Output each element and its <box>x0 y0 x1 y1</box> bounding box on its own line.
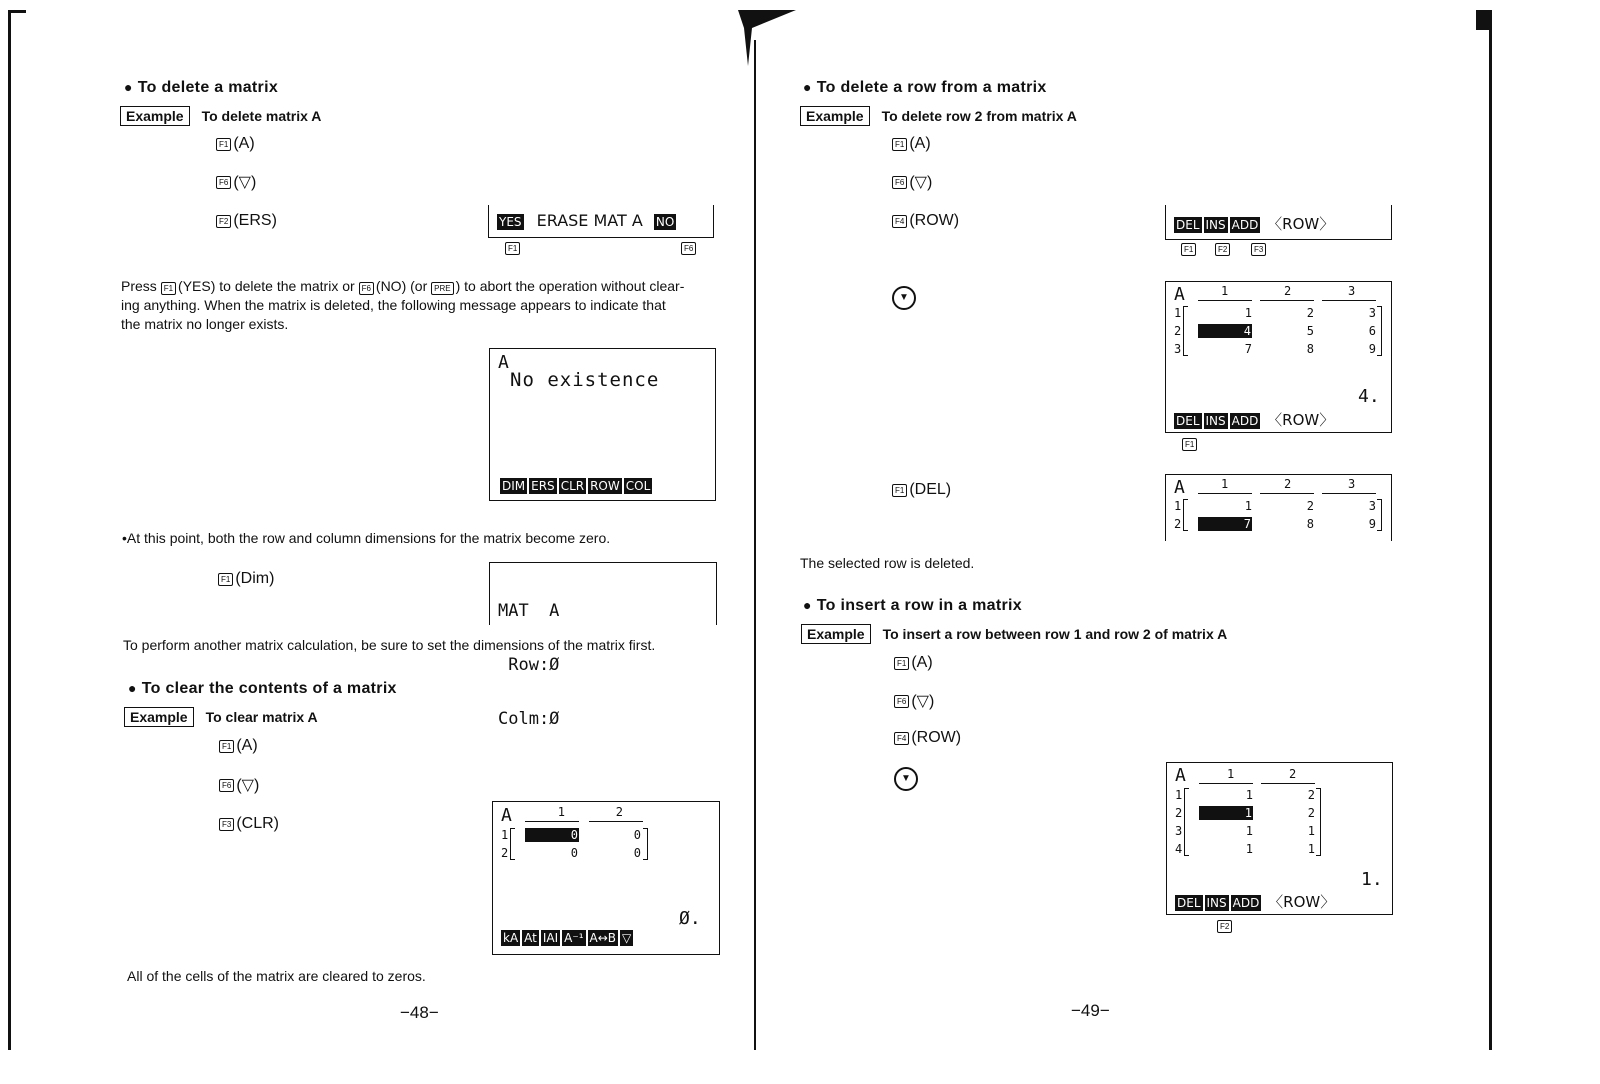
menu-ins: INS <box>1205 414 1226 428</box>
col-header: 1 <box>1221 477 1229 491</box>
down-cursor-key-icon: ▼ <box>892 286 916 310</box>
lcd-mat-a: MAT A <box>498 601 560 621</box>
key-f1-icon: F1 <box>219 740 234 753</box>
step-f1-del: F1 (DEL) <box>892 481 951 499</box>
matrix-cell: 3 <box>1368 499 1376 513</box>
key-f6-icon: F6 <box>681 242 696 255</box>
col-header: 1 <box>1221 284 1229 298</box>
matrix-cell: 1 <box>1245 842 1253 856</box>
lcd-menu <box>1175 891 1335 912</box>
matrix-cell: 1 <box>1245 788 1253 802</box>
heading-delete-row: ● To delete a row from a matrix <box>803 79 1047 96</box>
step-f6-down: F6 (▽) <box>892 172 932 192</box>
menu-ins: INS <box>1205 218 1226 232</box>
row-header: 1 <box>1174 306 1182 320</box>
key-pre-icon: PRE <box>431 282 453 295</box>
step-f2-ers: F2 (ERS) <box>216 212 277 230</box>
key-f1-icon: F1 <box>892 138 907 151</box>
step-f6-down: F6 (▽) <box>216 172 256 192</box>
menu-row: ROW <box>590 479 620 493</box>
gutter-corner <box>738 8 798 68</box>
menu-del: DEL <box>1177 896 1201 910</box>
paragraph-cleared: All of the cells of the matrix are cleared to zeros. <box>127 968 426 984</box>
example-delete-matrix <box>120 106 321 126</box>
key-f4-icon: F4 <box>892 215 907 228</box>
lcd-no-existence-text: No existence <box>510 369 660 391</box>
step-f4-row: F4 (ROW) <box>892 212 959 230</box>
lcd-dim <box>489 562 717 729</box>
menu-add: ADD <box>1231 414 1259 428</box>
paragraph-set-dimensions: To perform another matrix calculation, be sure to set the dimensions of the matrix first. <box>123 637 656 653</box>
col-header: 2 <box>1289 767 1297 781</box>
example-label: Example <box>801 624 871 644</box>
col-header: 1 <box>557 805 565 819</box>
matrix-cell: 2 <box>1306 306 1314 320</box>
menu-dim: DIM <box>502 479 526 493</box>
lcd-erase-prompt <box>488 205 714 238</box>
example-clear-matrix <box>124 707 318 727</box>
lcd-cleared-matrix <box>492 801 720 955</box>
heading-insert-row: ● To insert a row in a matrix <box>803 597 1022 614</box>
matrix-cell: 1 <box>1244 499 1252 513</box>
erase-text: ERASE MAT A <box>536 211 643 230</box>
matrix-cell: 0 <box>525 828 579 842</box>
key-f1-icon: F1 <box>892 484 907 497</box>
matrix-cell: 0 <box>570 846 578 860</box>
heading-delete-matrix: ● To delete a matrix <box>124 79 279 96</box>
step-f6-down: F6 (▽) <box>894 691 934 711</box>
row-header: 2 <box>1174 324 1182 338</box>
scan-edge-left <box>8 10 11 1050</box>
example-label: Example <box>124 707 194 727</box>
matrix-cell: 0 <box>633 828 641 842</box>
step-f1-a: F1 (A) <box>216 135 255 153</box>
key-f2-icon: F2 <box>1217 920 1232 933</box>
key-f3-icon: F3 <box>219 818 234 831</box>
matrix-cell: 0 <box>633 846 641 860</box>
menu-inverse: A⁻¹ <box>564 931 584 945</box>
page-number-49: −49− <box>1071 1001 1110 1020</box>
step-f1-a: F1 (A) <box>892 135 931 153</box>
menu-del: DEL <box>1176 414 1200 428</box>
step-f1-dim: F1 (Dim) <box>218 570 274 588</box>
step-f6-down: F6 (▽) <box>219 775 259 795</box>
menu-swap: A↔B <box>589 931 617 945</box>
row-header: 1 <box>1174 499 1182 513</box>
example-text: To clear matrix A <box>205 709 318 725</box>
key-f1-icon: F1 <box>505 242 520 255</box>
matrix-cell: 1 <box>1245 824 1253 838</box>
scan-edge-right <box>1489 10 1492 1050</box>
matrix-cell: 6 <box>1368 324 1376 338</box>
example-label: Example <box>120 106 190 126</box>
col-header: 3 <box>1348 284 1356 298</box>
no-softkey: NO <box>655 215 675 229</box>
heading-clear-matrix: ● To clear the contents of a matrix <box>128 680 397 697</box>
example-text: To insert a row between row 1 and row 2 of matrix A <box>882 626 1228 642</box>
row-header: 2 <box>1174 517 1182 531</box>
matrix-cell-selected: 1 <box>1199 806 1253 820</box>
matrix-cell: 9 <box>1368 342 1376 356</box>
lcd-line-a: A <box>498 352 509 373</box>
matrix-cell: 9 <box>1368 517 1376 531</box>
key-f1-icon: F1 <box>894 657 909 670</box>
key-f1-icon: F1 <box>216 138 231 151</box>
matrix-name: A <box>1174 284 1185 305</box>
key-f3-icon: F3 <box>1251 243 1266 256</box>
menu-add: ADD <box>1231 218 1259 232</box>
key-f4-icon: F4 <box>894 732 909 745</box>
matrix-name: A <box>1175 765 1186 786</box>
menu-ers: ERS <box>531 479 555 493</box>
row-header: 4 <box>1175 842 1183 856</box>
menu-col: COL <box>625 479 651 493</box>
lcd-matrix-3x3 <box>1165 281 1392 433</box>
down-cursor-key-icon: ▼ <box>894 767 918 791</box>
matrix-cell: 2 <box>1307 806 1315 820</box>
lcd-row-menu <box>1165 205 1392 240</box>
key-f1-icon: F1 <box>1181 243 1196 256</box>
row-header: 1 <box>501 828 509 842</box>
col-header: 2 <box>1284 477 1292 491</box>
key-f6-icon: F6 <box>894 695 909 708</box>
bullet-dimensions-zero: •At this point, both the row and column dimensions for the matrix become zero. <box>122 530 611 546</box>
menu-add: ADD <box>1232 896 1260 910</box>
col-header: 1 <box>1227 767 1235 781</box>
matrix-cell: 2 <box>1307 788 1315 802</box>
matrix-display <box>493 802 719 954</box>
matrix-cell: 1 <box>1307 842 1315 856</box>
col-header: 2 <box>615 805 623 819</box>
lcd-menu <box>500 475 654 494</box>
step-f3-clr: F3 (CLR) <box>219 815 279 833</box>
result-value: 1. <box>1361 869 1383 890</box>
matrix-cell: 7 <box>1244 342 1252 356</box>
scan-edge-left-top <box>8 10 26 13</box>
matrix-cell-selected: 7 <box>1198 517 1252 531</box>
example-insert-row <box>801 624 1227 644</box>
key-f6-icon: F6 <box>216 176 231 189</box>
key-f6-icon: F6 <box>892 176 907 189</box>
matrix-cell: 1 <box>1244 306 1252 320</box>
menu-ka: kA <box>503 931 519 945</box>
row-header: 3 <box>1175 824 1183 838</box>
key-f6-icon: F6 <box>219 779 234 792</box>
lcd-colm-zero: Colm:Ø <box>498 709 560 729</box>
menu-ins: INS <box>1206 896 1227 910</box>
menu-transpose: At <box>524 931 537 945</box>
col-header: 2 <box>1284 284 1292 298</box>
matrix-cell: 3 <box>1368 306 1376 320</box>
menu-row-suffix: 〈ROW〉 <box>1267 215 1335 233</box>
result-value: 4. <box>1358 386 1380 407</box>
matrix-cell: 1 <box>1307 824 1315 838</box>
menu-down-icon: ▽ <box>622 931 632 945</box>
lcd-no-existence <box>489 348 716 501</box>
key-f6-icon: F6 <box>359 282 374 295</box>
key-f2-icon: F2 <box>216 215 231 228</box>
key-f1-icon: F1 <box>161 282 176 295</box>
menu-clr: CLR <box>560 479 585 493</box>
key-f1-icon: F1 <box>218 573 233 586</box>
matrix-cell: 2 <box>1306 499 1314 513</box>
step-f1-a: F1 (A) <box>219 737 258 755</box>
example-label: Example <box>800 106 870 126</box>
key-f1-icon: F1 <box>1182 438 1197 451</box>
menu-determinant: IAI <box>542 931 559 945</box>
paragraph-delete-explain: Press F1 (YES) to delete the matrix or F6 (NO) (or PRE ) to abort the operation without clear- ing anything. When the matrix is deleted, the following message appears to indicate that the matrix no longer exists. <box>121 278 685 332</box>
step-f4-row: F4 (ROW) <box>894 729 961 747</box>
page-gutter <box>754 40 756 1050</box>
lcd-matrix-after-delete <box>1165 474 1392 541</box>
col-header: 3 <box>1348 477 1356 491</box>
lcd-menu <box>501 930 635 946</box>
step-f1-a: F1 (A) <box>894 654 933 672</box>
matrix-cell: 8 <box>1306 342 1314 356</box>
row-header: 3 <box>1174 342 1182 356</box>
example-text: To delete matrix A <box>201 108 322 124</box>
scan-edge-right-top <box>1476 10 1492 30</box>
row-header: 1 <box>1175 788 1183 802</box>
paragraph-row-deleted: The selected row is deleted. <box>800 555 975 571</box>
row-header: 2 <box>1175 806 1183 820</box>
menu-row-suffix: 〈ROW〉 <box>1267 411 1335 429</box>
row-header: 2 <box>501 846 509 860</box>
lcd-row-zero: Row:Ø <box>498 655 560 675</box>
lcd-menu <box>1174 409 1334 430</box>
lcd-matrix-inserted <box>1166 762 1393 915</box>
matrix-cell: 5 <box>1306 324 1314 338</box>
menu-row-suffix: 〈ROW〉 <box>1268 893 1336 911</box>
menu-del: DEL <box>1176 218 1200 232</box>
matrix-cell: 8 <box>1306 517 1314 531</box>
matrix-cell-selected: 4 <box>1198 324 1252 338</box>
matrix-name: A <box>501 805 512 826</box>
yes-softkey: YES <box>499 215 522 229</box>
key-f2-icon: F2 <box>1215 243 1230 256</box>
page-number-48: −48− <box>400 1003 439 1022</box>
result-value: Ø. <box>679 908 701 929</box>
example-delete-row <box>800 106 1077 126</box>
matrix-name: A <box>1174 477 1185 498</box>
example-text: To delete row 2 from matrix A <box>881 108 1077 124</box>
